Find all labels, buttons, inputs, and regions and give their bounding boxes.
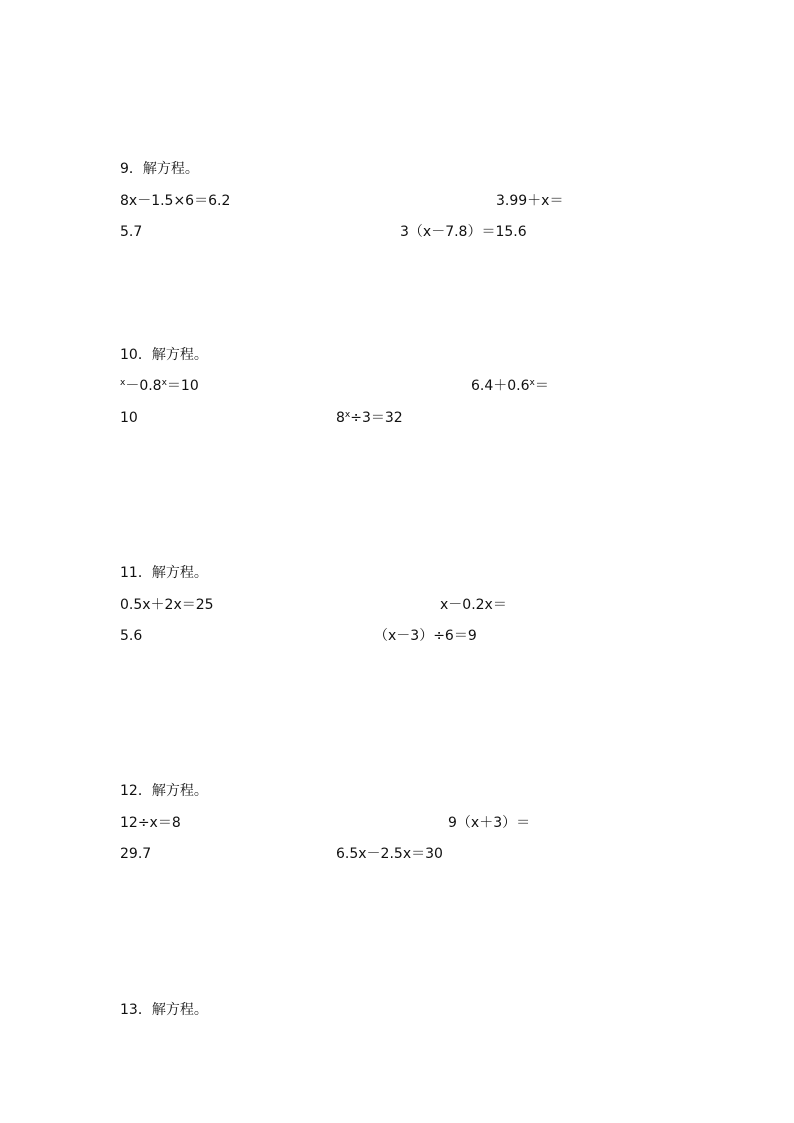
problem-10-equation-2-part-1: [471, 377, 549, 395]
problem-13-title: 13．解方程。: [120, 1002, 208, 1018]
equation-part: 8: [336, 410, 345, 426]
problem-10-equation-1: [120, 377, 199, 395]
problem-10-equation-2-part-2: 10: [120, 410, 138, 426]
problem-9-equation-2-part-2: 5.7: [120, 224, 143, 240]
problem-9-title: 9．解方程。: [120, 161, 199, 177]
problem-11-equation-1: 0.5x＋2x＝25: [120, 597, 214, 613]
equation-part: ＝10: [166, 378, 199, 394]
problem-12-equation-2-part-1: 9（x＋3）＝: [448, 815, 531, 831]
variable-x: x: [120, 378, 126, 388]
problem-9-equation-3: 3（x－7.8）＝15.6: [400, 224, 527, 240]
equation-part: ＝: [534, 378, 549, 394]
problem-9-equation-1: 8x－1.5×6＝6.2: [120, 193, 231, 209]
problem-12-equation-2-part-2: 29.7: [120, 846, 152, 862]
variable-x: x: [344, 410, 351, 420]
problem-9-equation-2-part-1: 3.99＋x＝: [496, 193, 564, 209]
problem-11-equation-2-part-1: x－0.2x＝: [440, 597, 507, 613]
problem-11-equation-3: （x－3）÷6＝9: [374, 628, 477, 644]
equation-part: －0.8: [125, 378, 162, 394]
problem-12-equation-1: 12÷x＝8: [120, 815, 181, 831]
variable-x: x: [529, 378, 535, 388]
problem-10-equation-3: [336, 409, 403, 427]
problem-12-equation-3: 6.5x－2.5x＝30: [336, 846, 443, 862]
equation-part: 6.4＋0.6: [471, 378, 530, 394]
equation-part: ÷3＝32: [350, 410, 403, 426]
problem-11-equation-2-part-2: 5.6: [120, 628, 143, 644]
problem-11-title: 11．解方程。: [120, 565, 208, 581]
problem-10-title: 10．解方程。: [120, 347, 208, 363]
variable-x: x: [161, 378, 167, 388]
problem-12-title: 12．解方程。: [120, 783, 208, 799]
